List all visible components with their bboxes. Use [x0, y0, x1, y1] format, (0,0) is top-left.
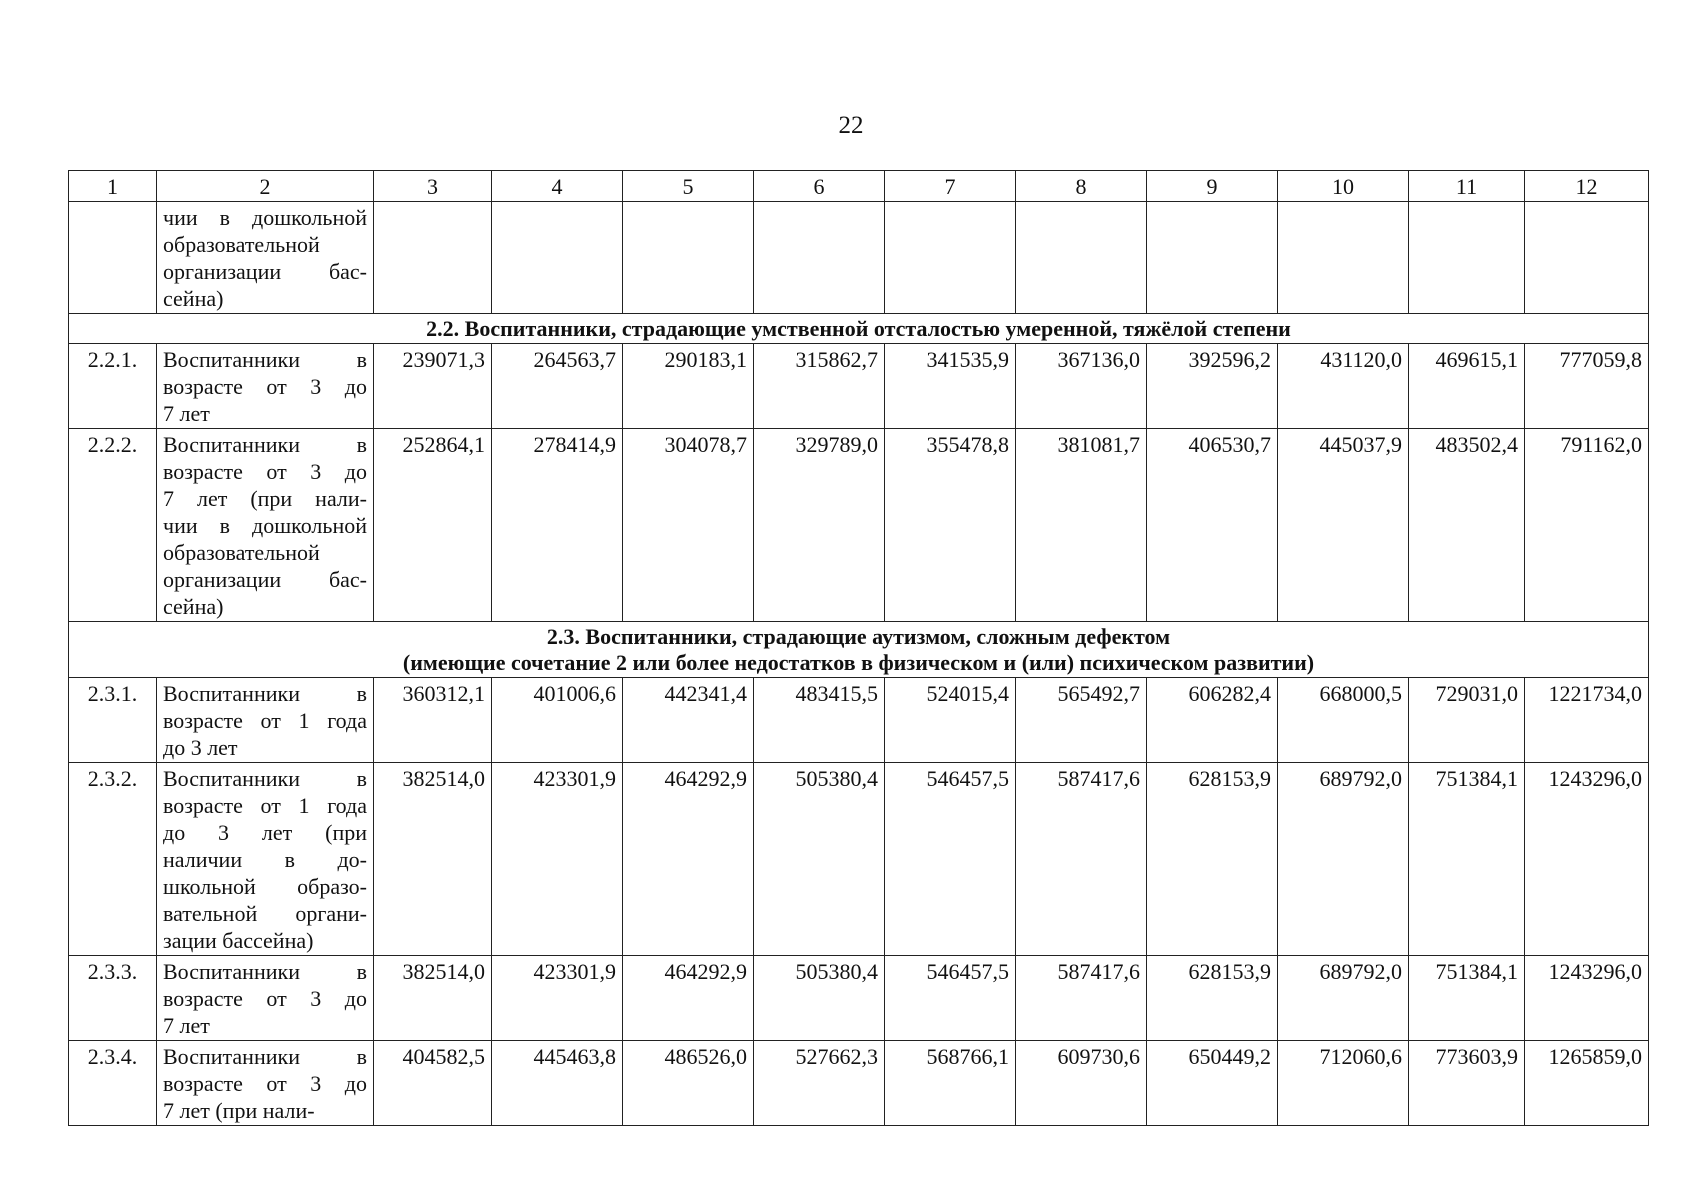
- value-cell: 505380,4: [754, 763, 885, 956]
- description-line: Воспитанники в: [163, 681, 367, 706]
- value-cell: 1265859,0: [1525, 1041, 1649, 1126]
- description-line: возрасте от 1 года: [163, 708, 367, 733]
- value-cell: [1147, 202, 1278, 314]
- section-header-row: [69, 622, 1649, 678]
- row-code: [69, 202, 157, 314]
- table-row: [69, 429, 1649, 622]
- column-number: 7: [885, 171, 1016, 202]
- description-line: Воспитанники в: [163, 347, 367, 372]
- value-cell: 360312,1: [374, 678, 492, 763]
- description-line: вательной органи-: [163, 901, 367, 926]
- value-cell: 628153,9: [1147, 763, 1278, 956]
- section-title: [69, 622, 1649, 678]
- section-title-line: 2.2. Воспитанники, страдающие умственной отсталостью умеренной, тяжёлой степени: [426, 316, 1291, 341]
- row-code: 2.3.3.: [69, 956, 157, 1041]
- row-description: [157, 763, 374, 956]
- table-row: [69, 763, 1649, 956]
- description-line: чии в дошкольной: [163, 513, 367, 538]
- value-cell: 1243296,0: [1525, 763, 1649, 956]
- value-cell: [374, 202, 492, 314]
- section-title: [69, 314, 1649, 344]
- value-cell: 751384,1: [1409, 763, 1525, 956]
- value-cell: 568766,1: [885, 1041, 1016, 1126]
- page-number: 22: [838, 112, 864, 139]
- value-cell: 524015,4: [885, 678, 1016, 763]
- row-code: 2.3.2.: [69, 763, 157, 956]
- value-cell: 1243296,0: [1525, 956, 1649, 1041]
- value-cell: 278414,9: [492, 429, 623, 622]
- value-cell: 505380,4: [754, 956, 885, 1041]
- value-cell: 445463,8: [492, 1041, 623, 1126]
- value-cell: 423301,9: [492, 763, 623, 956]
- value-cell: 304078,7: [623, 429, 754, 622]
- row-code: 2.2.1.: [69, 344, 157, 429]
- value-cell: [492, 202, 623, 314]
- description-line: возрасте от 3 до: [163, 986, 367, 1011]
- description-line: возрасте от 3 до: [163, 1071, 367, 1096]
- column-number: 8: [1016, 171, 1147, 202]
- value-cell: 355478,8: [885, 429, 1016, 622]
- row-description: [157, 344, 374, 429]
- column-number: 4: [492, 171, 623, 202]
- value-cell: 546457,5: [885, 956, 1016, 1041]
- description-line: возрасте от 3 до: [163, 374, 367, 399]
- value-cell: [623, 202, 754, 314]
- description-line: Воспитанники в: [163, 959, 367, 984]
- value-cell: 587417,6: [1016, 763, 1147, 956]
- row-description: [157, 1041, 374, 1126]
- value-cell: 464292,9: [623, 956, 754, 1041]
- section-title-line: (имеющие сочетание 2 или более недостатков в физическом и (или) психическом развитии): [402, 650, 1315, 675]
- value-cell: [1409, 202, 1525, 314]
- value-cell: [1016, 202, 1147, 314]
- value-cell: 445037,9: [1278, 429, 1409, 622]
- table-row: [69, 1041, 1649, 1126]
- description-line: сейна): [163, 594, 224, 619]
- value-cell: 431120,0: [1278, 344, 1409, 429]
- description-line: до 3 лет (при: [163, 820, 367, 845]
- row-description: [157, 678, 374, 763]
- value-cell: 668000,5: [1278, 678, 1409, 763]
- value-cell: 382514,0: [374, 956, 492, 1041]
- column-number: 5: [623, 171, 754, 202]
- section-header-row: [69, 314, 1649, 344]
- value-cell: 606282,4: [1147, 678, 1278, 763]
- value-cell: 1221734,0: [1525, 678, 1649, 763]
- value-cell: 546457,5: [885, 763, 1016, 956]
- value-cell: [754, 202, 885, 314]
- value-cell: 290183,1: [623, 344, 754, 429]
- description-line: чии в дошкольной: [163, 205, 367, 230]
- description-line: зации бассейна): [163, 928, 314, 953]
- description-line: организации бас-: [163, 259, 367, 284]
- column-number: 1: [69, 171, 157, 202]
- value-cell: 689792,0: [1278, 956, 1409, 1041]
- table-row: [69, 344, 1649, 429]
- row-description: [157, 956, 374, 1041]
- value-cell: 483502,4: [1409, 429, 1525, 622]
- value-cell: [885, 202, 1016, 314]
- value-cell: 773603,9: [1409, 1041, 1525, 1126]
- row-code: 2.2.2.: [69, 429, 157, 622]
- value-cell: 464292,9: [623, 763, 754, 956]
- value-cell: 329789,0: [754, 429, 885, 622]
- tariff-table: [68, 170, 1649, 1126]
- column-number-row: [69, 171, 1649, 202]
- value-cell: 469615,1: [1409, 344, 1525, 429]
- row-description: [157, 202, 374, 314]
- value-cell: 689792,0: [1278, 763, 1409, 956]
- table-body: [69, 171, 1649, 1126]
- table-row: [69, 956, 1649, 1041]
- description-line: возрасте от 3 до: [163, 459, 367, 484]
- value-cell: 712060,6: [1278, 1041, 1409, 1126]
- value-cell: 252864,1: [374, 429, 492, 622]
- value-cell: 628153,9: [1147, 956, 1278, 1041]
- value-cell: 587417,6: [1016, 956, 1147, 1041]
- table-row: [69, 678, 1649, 763]
- value-cell: 367136,0: [1016, 344, 1147, 429]
- value-cell: 609730,6: [1016, 1041, 1147, 1126]
- column-number: 3: [374, 171, 492, 202]
- value-cell: 650449,2: [1147, 1041, 1278, 1126]
- value-cell: 483415,5: [754, 678, 885, 763]
- description-line: наличии в до-: [163, 847, 367, 872]
- description-line: Воспитанники в: [163, 766, 367, 791]
- section-title-line: 2.3. Воспитанники, страдающие аутизмом, сложным дефектом: [546, 624, 1171, 649]
- description-line: организации бас-: [163, 567, 367, 592]
- description-line: до 3 лет: [163, 735, 238, 760]
- row-code: 2.3.1.: [69, 678, 157, 763]
- description-line: сейна): [163, 286, 224, 311]
- value-cell: 777059,8: [1525, 344, 1649, 429]
- value-cell: 381081,7: [1016, 429, 1147, 622]
- column-number: 9: [1147, 171, 1278, 202]
- value-cell: 315862,7: [754, 344, 885, 429]
- value-cell: 404582,5: [374, 1041, 492, 1126]
- value-cell: 791162,0: [1525, 429, 1649, 622]
- column-number: 2: [157, 171, 374, 202]
- description-line: образовательной: [163, 232, 320, 257]
- description-line: возрасте от 1 года: [163, 793, 367, 818]
- row-code: 2.3.4.: [69, 1041, 157, 1126]
- value-cell: 392596,2: [1147, 344, 1278, 429]
- value-cell: 527662,3: [754, 1041, 885, 1126]
- value-cell: 486526,0: [623, 1041, 754, 1126]
- description-line: 7 лет (при нали-: [163, 486, 367, 511]
- column-number: 11: [1409, 171, 1525, 202]
- value-cell: 406530,7: [1147, 429, 1278, 622]
- value-cell: [1278, 202, 1409, 314]
- column-number: 10: [1278, 171, 1409, 202]
- value-cell: 729031,0: [1409, 678, 1525, 763]
- column-number: 12: [1525, 171, 1649, 202]
- value-cell: 382514,0: [374, 763, 492, 956]
- value-cell: 239071,3: [374, 344, 492, 429]
- value-cell: 442341,4: [623, 678, 754, 763]
- value-cell: 565492,7: [1016, 678, 1147, 763]
- description-line: 7 лет: [163, 1013, 210, 1038]
- description-line: 7 лет: [163, 401, 210, 426]
- value-cell: 401006,6: [492, 678, 623, 763]
- description-line: Воспитанники в: [163, 1044, 367, 1069]
- description-line: Воспитанники в: [163, 432, 367, 457]
- description-line: школьной образо-: [163, 874, 367, 899]
- value-cell: 264563,7: [492, 344, 623, 429]
- column-number: 6: [754, 171, 885, 202]
- table-row: [69, 202, 1649, 314]
- value-cell: 423301,9: [492, 956, 623, 1041]
- description-line: 7 лет (при нали-: [163, 1098, 315, 1123]
- value-cell: 341535,9: [885, 344, 1016, 429]
- description-line: образовательной: [163, 540, 320, 565]
- row-description: [157, 429, 374, 622]
- value-cell: [1525, 202, 1649, 314]
- value-cell: 751384,1: [1409, 956, 1525, 1041]
